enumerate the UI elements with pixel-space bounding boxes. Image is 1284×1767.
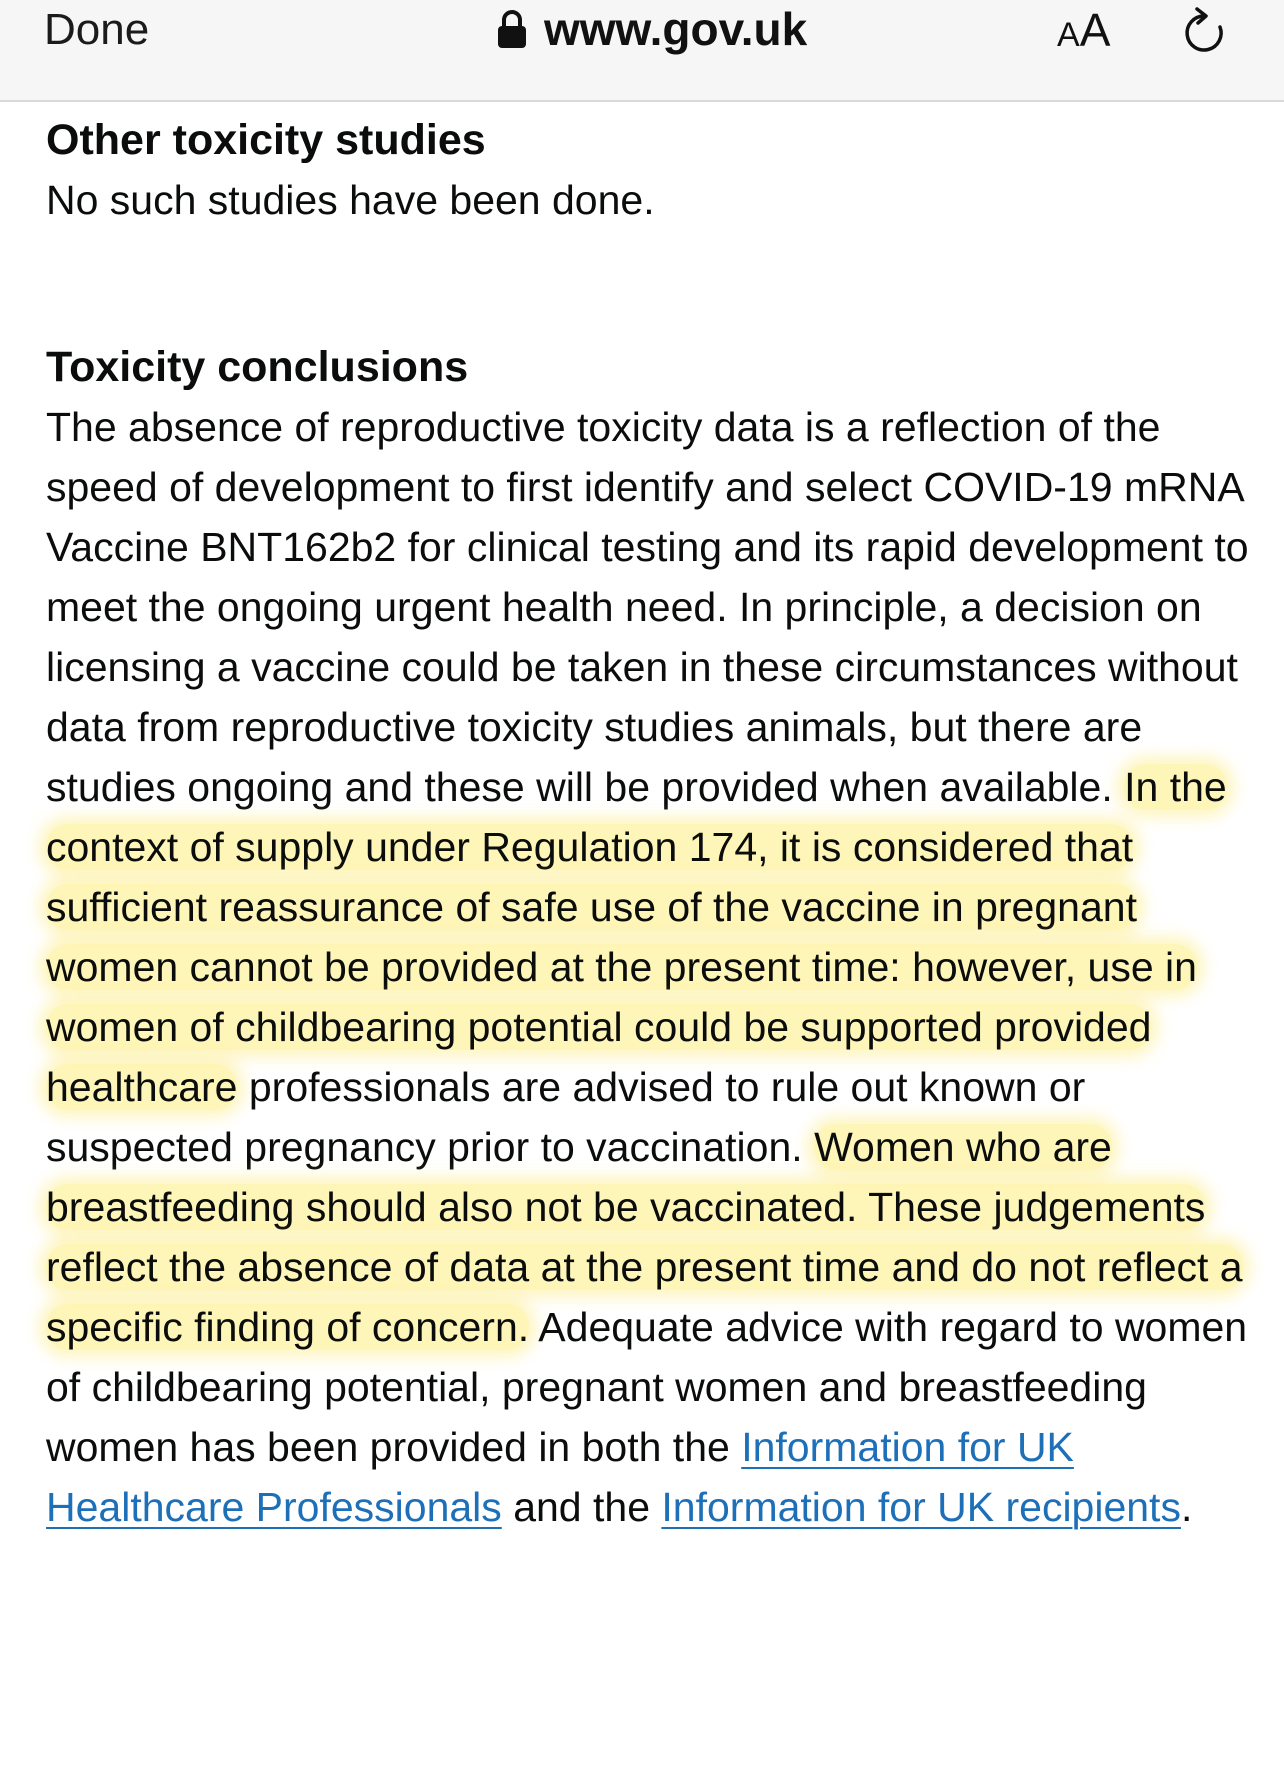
text-size-button[interactable] xyxy=(1057,2,1110,58)
conclusions-connector: and the xyxy=(513,1484,650,1530)
highlighted-text-2: Women who are breastfeeding should also not be vaccinated. These judgements reflect the absence of data at the present time and do not reflect a specific finding of concern. xyxy=(46,1124,1243,1350)
conclusions-text-part1: The absence of reproductive toxicity data is a reflection of the speed of development to first identify and select COVID-19 mRNA Vaccine BNT162b2 for clinical testing and its rapid development to meet the ongoing urgent health need. In principle, a decision on licensing a vaccine could be taken in these circumstances without data from reproductive toxicity studies animals, but there are studies ongoing and these will be provided when available. xyxy=(46,404,1249,810)
heading-toxicity-conclusions: Toxicity conclusions xyxy=(46,343,469,391)
link-uk-recipients[interactable]: Information for UK recipients xyxy=(661,1484,1181,1530)
url-text: www.gov.uk xyxy=(544,3,808,55)
text-size-small-label: A xyxy=(1057,16,1080,54)
browser-toolbar xyxy=(0,0,1284,102)
address-bar[interactable] xyxy=(496,0,807,58)
lock-icon xyxy=(496,9,528,49)
other-toxicity-text: No such studies have been done. xyxy=(46,177,655,223)
reload-icon[interactable] xyxy=(1180,6,1228,56)
link-healthcare-professionals[interactable]: Information for UK Healthcare Professionals xyxy=(46,1424,1074,1530)
text-size-big-label: A xyxy=(1079,4,1111,56)
conclusions-text-part3: Adequate advice with regard to women of childbearing potential, pregnant women and breastfeeding women has been provided in both the xyxy=(46,1304,1248,1470)
heading-other-toxicity-studies: Other toxicity studies xyxy=(46,116,486,164)
page-content xyxy=(46,104,1256,1537)
highlighted-text-1: In the context of supply under Regulation 174, it is considered that sufficient reassurance of safe use of the vaccine in pregnant women cannot be provided at the present time: however, use in women of childbearing potential could be supported provided healthcare xyxy=(46,764,1227,1110)
conclusions-text-part2: professionals are advised to rule out known or suspected pregnancy prior to vaccination. xyxy=(46,1064,1086,1170)
toxicity-conclusions-paragraph xyxy=(46,397,1256,1537)
conclusions-end: . xyxy=(1180,1484,1193,1530)
done-button[interactable]: Done xyxy=(44,5,150,54)
